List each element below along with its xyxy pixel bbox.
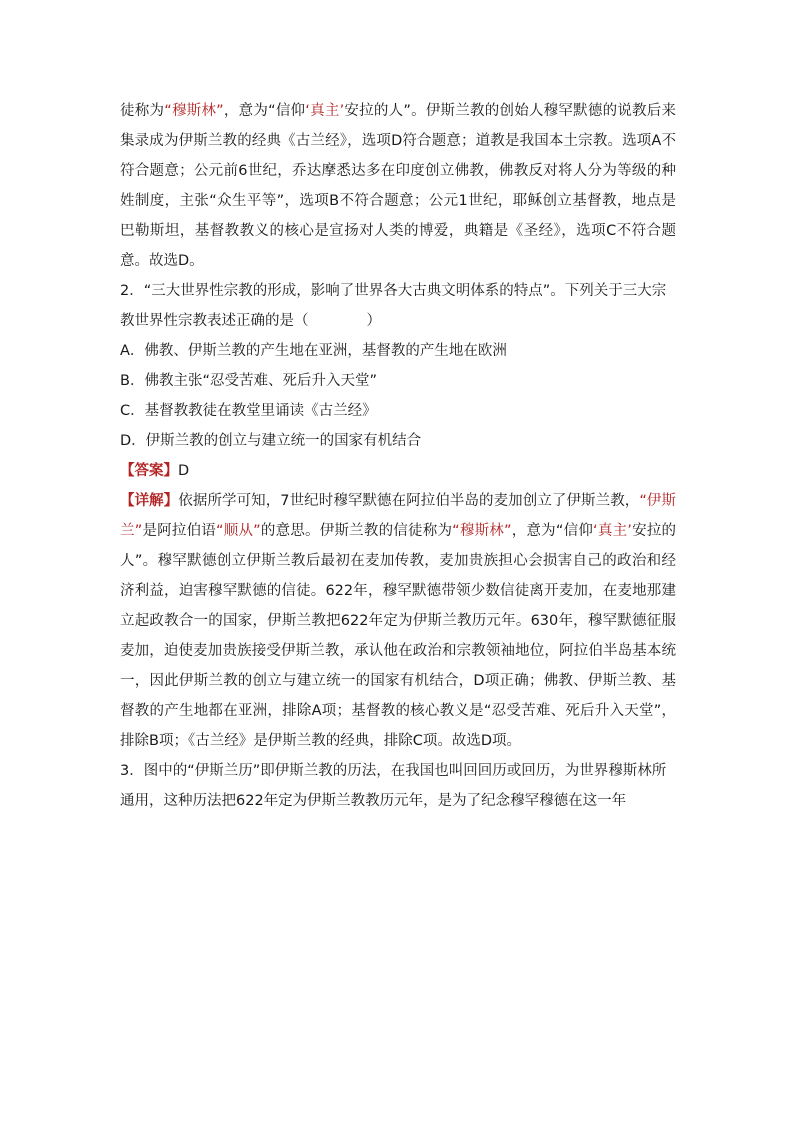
detail-label: 【详解】 [120, 493, 179, 509]
detail-text-1: 依据所学可知，7世纪时穆罕默德在阿拉伯半岛的麦加创立了伊斯兰教， [178, 493, 640, 509]
question-3-stem [120, 756, 676, 816]
option-d: D．伊斯兰教的创立与建立统一的国家有机结合 [120, 433, 422, 449]
detail-text-4: ，意为“信仰 [511, 523, 594, 539]
intro-highlight-allah: ‘真主’ [305, 103, 345, 119]
intro-text-3: 安拉的人”。伊斯兰教的创始人穆罕默德的说教后来集录成为伊斯兰教的经典《古兰经》，选项D符合题意；道教是我国本土宗教。选项A不符合题意；公元前6世纪，乔达摩悉达多在印度创立佛教，佛教反对将人分为等级的种姓制度，主张“众生平等”，选项B不符合题意；公元1世纪，耶稣创立基督教，地点是巴勒斯坦，基督教教义的核心是宣扬对人类的博爱，典籍是《圣经》，选项C不符合题意。故选D。 [120, 103, 677, 269]
detail-highlight-muslim: “穆斯林” [452, 523, 512, 539]
question-2-number: 2． [120, 283, 144, 299]
document-content [120, 96, 676, 816]
intro-text-1: 徒称为 [120, 103, 165, 119]
previous-explanation-paragraph [120, 96, 676, 276]
detail-highlight-islam: “伊斯兰” [120, 493, 677, 539]
intro-highlight-muslim: “穆斯林” [164, 103, 224, 119]
detail-text-3: 的意思。伊斯兰教的信徒称为 [260, 523, 453, 539]
question-2-stem [120, 276, 676, 336]
answer-label: 【答案】 [120, 463, 178, 479]
detail-paragraph [120, 486, 676, 756]
option-a: A．佛教、伊斯兰教的产生地在亚洲，基督教的产生地在欧洲 [120, 343, 507, 359]
option-c: C．基督教教徒在教堂里诵读《古兰经》 [120, 403, 377, 419]
answer-value: D [178, 463, 190, 479]
intro-text-2: ，意为“信仰 [223, 103, 306, 119]
question-3-text: 图中的“伊斯兰历”即伊斯兰教的历法，在我国也叫回回历或回历，为世界穆斯林所通用，这种历法把622年定为伊斯兰教教历元年，是为了纪念穆罕穆德在这一年 [120, 763, 667, 809]
detail-highlight-obedience: “顺从” [216, 523, 261, 539]
answer-line [120, 456, 676, 486]
detail-highlight-allah: ‘真主’ [593, 523, 632, 539]
question-2-text: “三大世界性宗教的形成，影响了世界各大古典文明体系的特点”。下列关于三大宗教世界性宗教表述正确的是（ ） [120, 283, 667, 329]
detail-text-5: 安拉的人”。穆罕默德创立伊斯兰教后最初在麦加传教，麦加贵族担心会损害自己的政治和经济利益，迫害穆罕默德的信徒。622年，穆罕默德带领少数信徒离开麦加，在麦地那建立起政教合一的国家，伊斯兰教把622年定为伊斯兰教历元年。630年，穆罕默德征服麦加，迫使麦加贵族接受伊斯兰教，承认他在政治和宗教领袖地位，阿拉伯半岛基本统一，因此伊斯兰教的创立与建立统一的国家有机结合，D项正确；佛教、伊斯兰教、基督教的产生地都在亚洲，排除A项；基督教的核心教义是“忍受苦难、死后升入天堂”，排除B项；《古兰经》是伊斯兰教的经典，排除C项。故选D项。 [120, 523, 677, 749]
option-b: B．佛教主张“忍受苦难、死后升入天堂” [120, 373, 377, 389]
question-3-number: 3． [120, 763, 144, 779]
detail-text-2: 是阿拉伯语 [142, 523, 217, 539]
